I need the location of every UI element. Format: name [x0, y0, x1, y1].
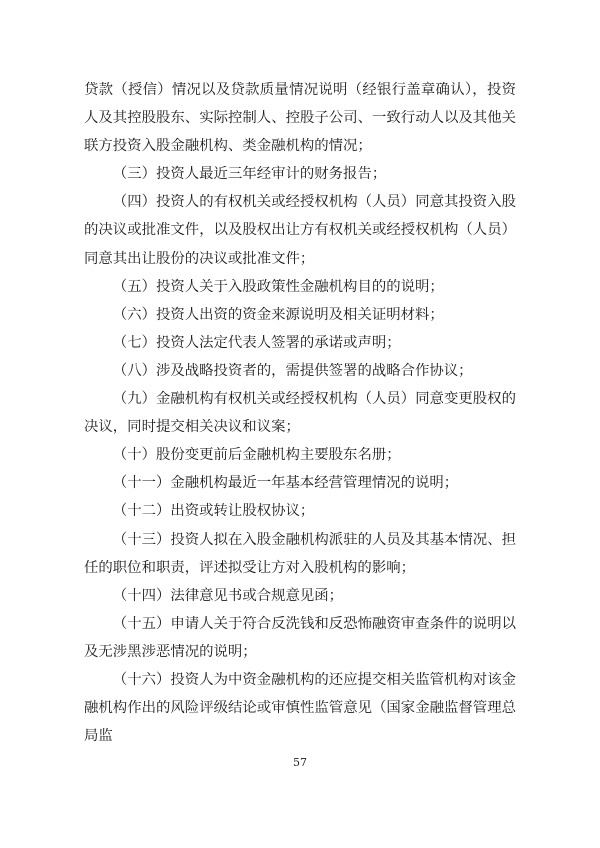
document-body: [84, 76, 516, 750]
paragraph-7: （八）涉及战略投资者的，需提供签署的战略合作协议；: [112, 362, 473, 379]
paragraph-5: （六）投资人出资的资金来源说明及相关证明材料；: [112, 306, 444, 323]
paragraph-15: （十六）投资人为中资金融机构的还应提交相关监管机构对该金融机构作出的风险评级结论或审慎性监管意见（国家金融监督管理总局监: [84, 671, 516, 745]
paragraph-8: （九）金融机构有权机关或经授权机构（人员）同意变更股权的决议，同时提交相关决议和议案；: [84, 391, 516, 436]
paragraph-12: （十三）投资人拟在入股金融机构派驻的人员及其基本情况、担任的职位和职责，评述拟受让方对入股机构的影响；: [84, 531, 516, 576]
paragraph-2: （三）投资人最近三年经审计的财务报告；: [112, 166, 387, 183]
paragraph-6: （七）投资人法定代表人签署的承诺或声明；: [112, 334, 401, 351]
paragraph-14: （十五）申请人关于符合反洗钱和反恐怖融资审查条件的说明以及无涉黑涉恶情况的说明；: [84, 615, 516, 660]
page-number: 57: [293, 756, 307, 769]
paragraph-1: 贷款（授信）情况以及贷款质量情况说明（经银行盖章确认），投资人及其控股股东、实际控制人、控股子公司、一致行动人以及其他关联方投资入股金融机构、类金融机构的情况；: [84, 82, 516, 155]
paragraph-3: （四）投资人的有权机关或经授权机构（人员）同意其投资入股的决议或批准文件，以及股权出让方有权机关或经授权机构（人员）同意其出让股份的决议或批准文件；: [84, 194, 516, 267]
paragraph-10: （十一）金融机构最近一年基本经营管理情况的说明；: [112, 475, 459, 492]
paragraph-9: （十）股份变更前后金融机构主要股东名册；: [112, 447, 401, 464]
paragraph-11: （十二）出资或转让股权协议；: [112, 503, 315, 520]
paragraph-4: （五）投资人关于入股政策性金融机构目的的说明；: [112, 278, 444, 295]
paragraph-13: （十四）法律意见书或合规意见函；: [112, 587, 344, 604]
